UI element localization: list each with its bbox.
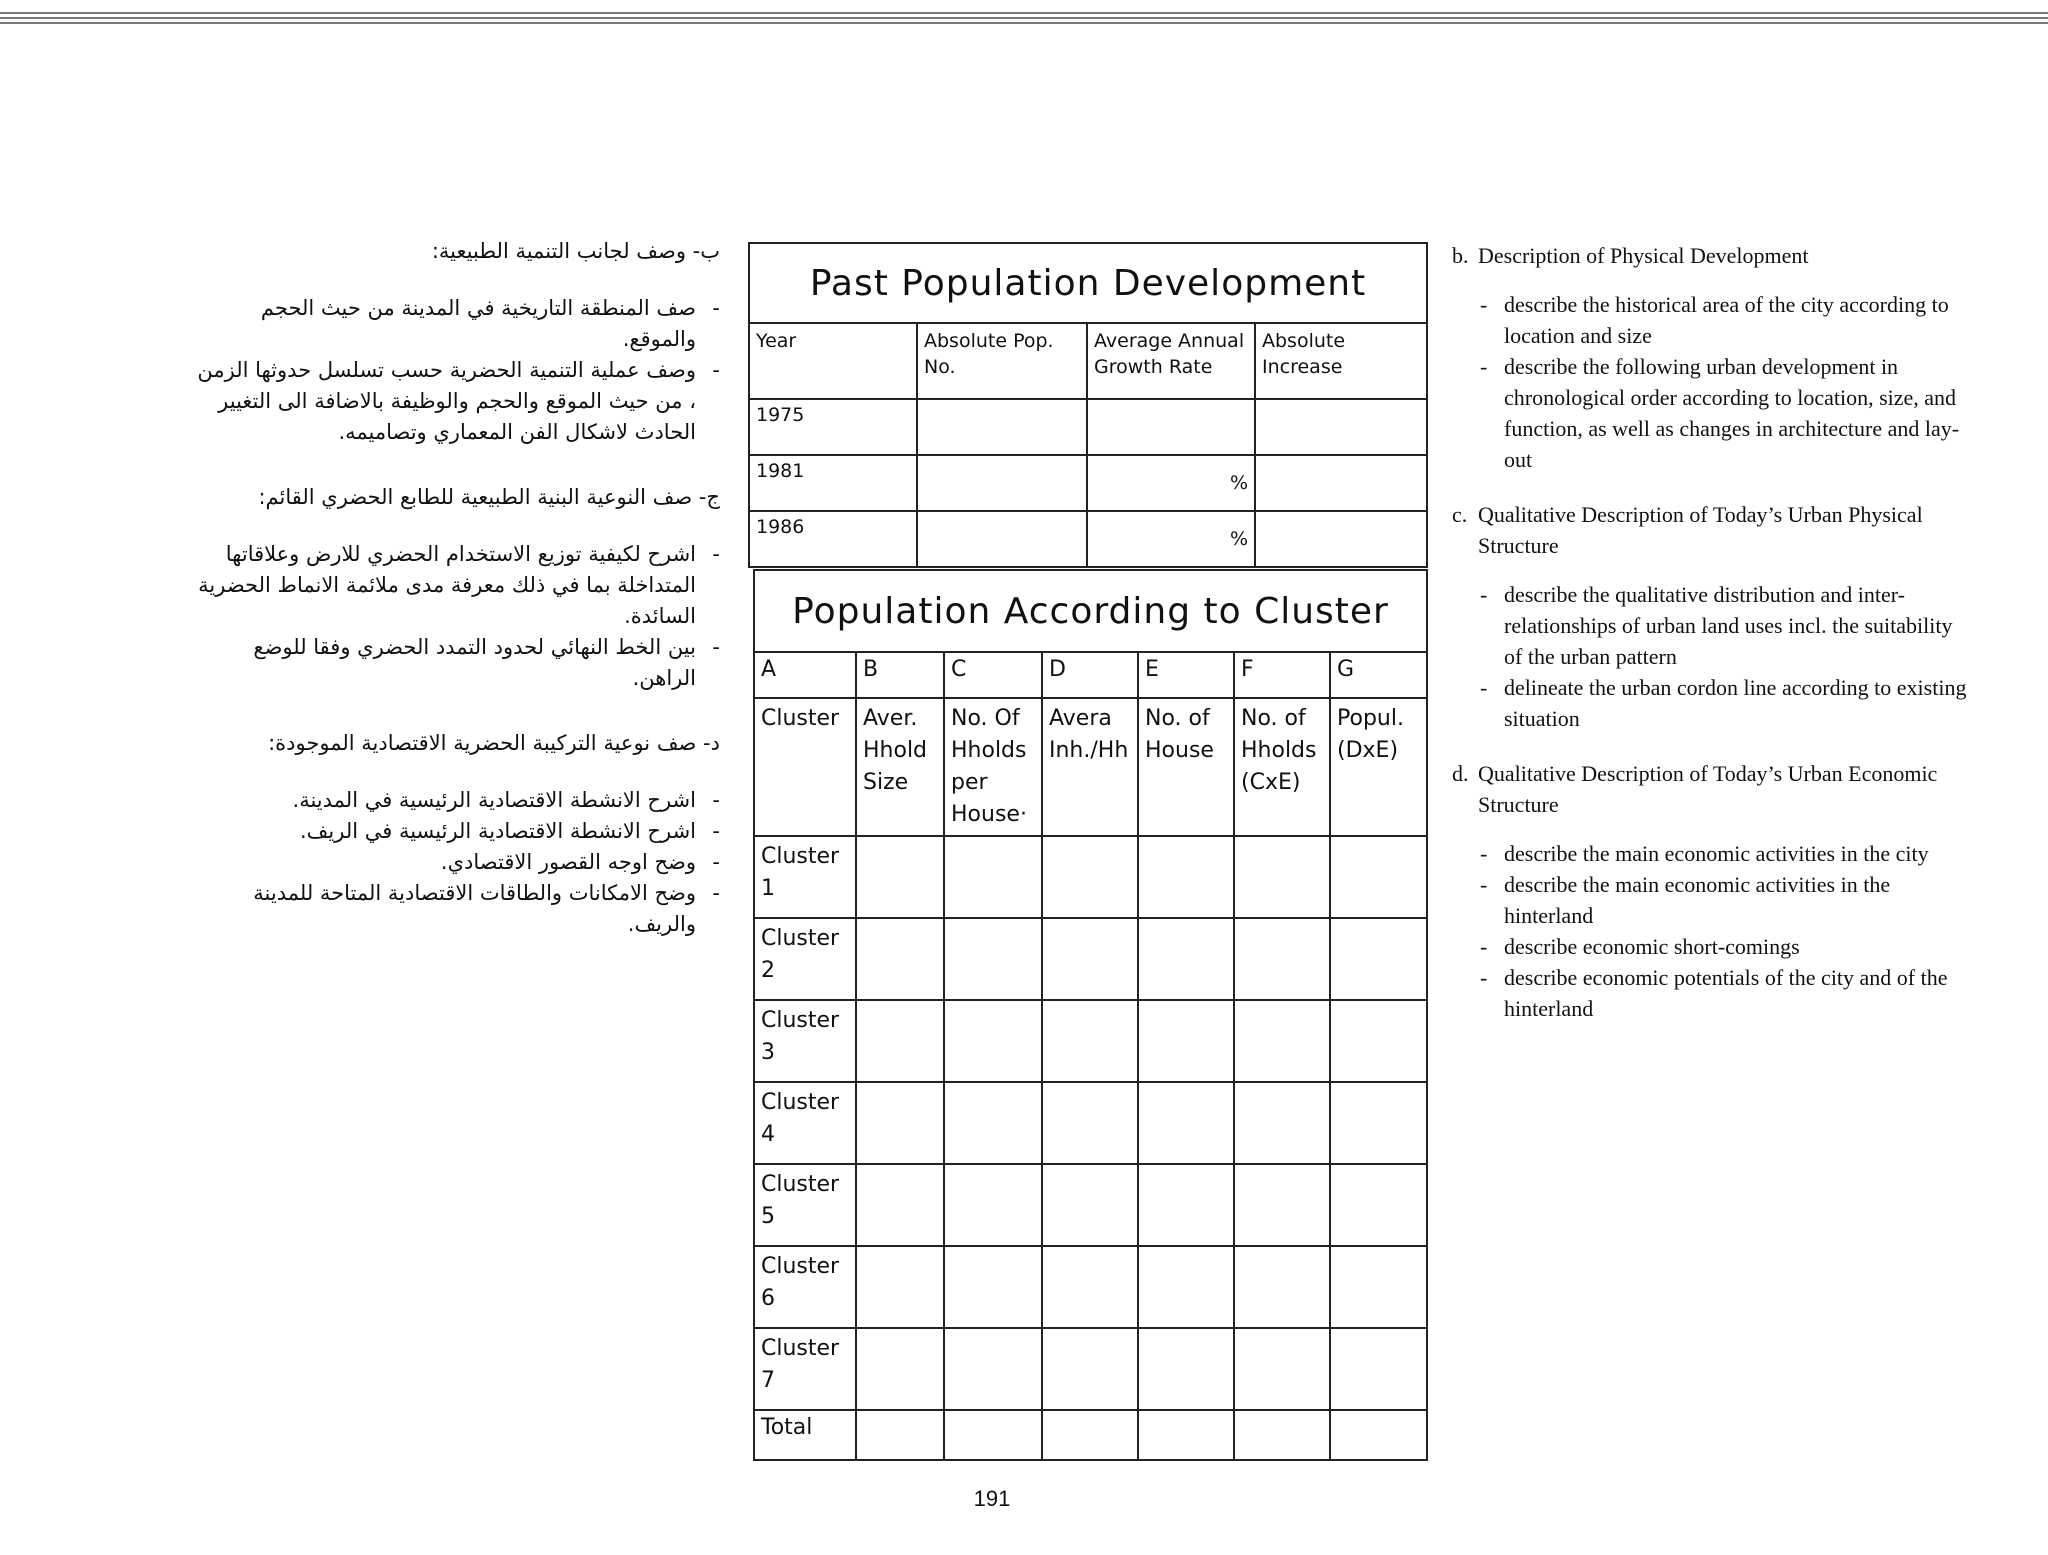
cluster-label-cell: Cluster 2 xyxy=(754,918,856,1000)
empty-cell xyxy=(1138,1000,1234,1082)
table-row xyxy=(754,1246,1427,1328)
empty-cell xyxy=(1138,1410,1234,1460)
empty-cell xyxy=(944,836,1042,918)
empty-cell xyxy=(1042,1164,1138,1246)
header-growth-rate: Average Annual Growth Rate xyxy=(1087,323,1255,399)
header-year: Year xyxy=(749,323,917,399)
empty-cell xyxy=(1138,1164,1234,1246)
past-population-table xyxy=(748,242,1428,568)
cluster-label-cell: Cluster 4 xyxy=(754,1082,856,1164)
english-list-c xyxy=(1452,579,1972,734)
table-row xyxy=(749,511,1427,567)
empty-cell xyxy=(1042,836,1138,918)
cluster-label-cell: Cluster 5 xyxy=(754,1164,856,1246)
english-heading-d: d. Qualitative Description of Today’s Urban Economic Structure xyxy=(1452,761,1938,817)
empty-cell xyxy=(944,1082,1042,1164)
empty-cell xyxy=(944,1164,1042,1246)
header-absolute-increase: Absolute Increase xyxy=(1255,323,1427,399)
page-number: 191 xyxy=(973,1486,1011,1511)
list-item: - describe the historical area of the city according to location and size xyxy=(1480,292,1949,348)
cluster-label-cell: Cluster 7 xyxy=(754,1328,856,1410)
year-cell: 1986 xyxy=(749,511,917,567)
table-row xyxy=(754,836,1427,918)
arabic-column xyxy=(190,236,720,974)
column-letter: B xyxy=(856,652,944,698)
empty-cell xyxy=(1138,1082,1234,1164)
arabic-list-c xyxy=(190,539,720,694)
empty-cell xyxy=(1330,1328,1427,1410)
empty-cell xyxy=(856,836,944,918)
arabic-item: - وصف عملية التنمية الحضرية حسب تسلسل حدوثها الزمن ، من حيث الموقع والحجم والوظيفة بالاضافة الى التغيير الحادث لاشكال الفن المعماري وتصاميمه. xyxy=(197,358,720,444)
empty-cell xyxy=(856,918,944,1000)
table-row xyxy=(754,1328,1427,1410)
empty-cell xyxy=(1330,1410,1427,1460)
list-item: - describe economic short-comings xyxy=(1480,934,1800,959)
empty-cell xyxy=(1234,1164,1330,1246)
arabic-item: - وضح الامكانات والطاقات الاقتصادية المتاحة للمدينة والريف. xyxy=(253,881,720,936)
empty-cell xyxy=(1042,1246,1138,1328)
empty-cell xyxy=(1138,1246,1234,1328)
table-row xyxy=(749,455,1427,511)
list-item: - delineate the urban cordon line according to existing situation xyxy=(1480,675,1967,731)
empty-cell xyxy=(856,1246,944,1328)
column-letter: C xyxy=(944,652,1042,698)
rate-cell: % xyxy=(1087,511,1255,567)
arabic-list-d xyxy=(190,785,720,940)
english-column xyxy=(1452,240,1972,1048)
table-row-total xyxy=(754,1410,1427,1460)
empty-cell xyxy=(1255,455,1427,511)
header-aver-hhold-size: Aver. Hhold Size xyxy=(856,698,944,836)
empty-cell xyxy=(1330,918,1427,1000)
arabic-list-b xyxy=(190,293,720,448)
header-popul: Popul. (DxE) xyxy=(1330,698,1427,836)
english-heading-b: b. Description of Physical Development xyxy=(1452,243,1809,268)
empty-cell xyxy=(1234,1410,1330,1460)
empty-cell xyxy=(856,1082,944,1164)
empty-cell xyxy=(1234,918,1330,1000)
column-letter: E xyxy=(1138,652,1234,698)
empty-cell xyxy=(1330,1000,1427,1082)
past-population-title: Past Population Development xyxy=(749,243,1427,323)
empty-cell xyxy=(944,918,1042,1000)
empty-cell xyxy=(944,1328,1042,1410)
arabic-heading-d: د- صف نوعية التركيبة الحضرية الاقتصادية الموجودة: xyxy=(268,731,720,755)
arabic-heading-b: ب- وصف لجانب التنمية الطبيعية: xyxy=(431,239,720,263)
header-avera-inh: Avera Inh./Hh xyxy=(1042,698,1138,836)
year-cell: 1975 xyxy=(749,399,917,455)
empty-cell xyxy=(944,1246,1042,1328)
empty-cell xyxy=(1255,399,1427,455)
empty-cell xyxy=(1255,511,1427,567)
english-heading-c: c. Qualitative Description of Today’s Urban Physical Structure xyxy=(1452,502,1923,558)
empty-cell xyxy=(1042,918,1138,1000)
column-letter: A xyxy=(754,652,856,698)
empty-cell xyxy=(1234,1000,1330,1082)
empty-cell xyxy=(1330,1082,1427,1164)
header-rules xyxy=(0,12,2048,27)
table-row xyxy=(754,1082,1427,1164)
arabic-heading-c: ج- صف النوعية البنية الطبيعية للطابع الحضري القائم: xyxy=(258,485,720,509)
table-row xyxy=(754,918,1427,1000)
empty-cell xyxy=(1042,1328,1138,1410)
empty-cell xyxy=(1234,836,1330,918)
empty-cell xyxy=(1138,836,1234,918)
header-cluster: Cluster xyxy=(754,698,856,836)
empty-cell xyxy=(1042,1000,1138,1082)
year-cell: 1981 xyxy=(749,455,917,511)
english-list-b xyxy=(1452,289,1972,475)
list-item: - describe the qualitative distribution and inter-relationships of urban land uses incl. the suitability of the urban pattern xyxy=(1480,582,1953,669)
empty-cell xyxy=(944,1410,1042,1460)
header-no-of-house: No. of House xyxy=(1138,698,1234,836)
empty-cell xyxy=(1330,1164,1427,1246)
arabic-item: - اشرح الانشطة الاقتصادية الرئيسية في المدينة. xyxy=(292,788,720,812)
empty-cell xyxy=(917,399,1087,455)
empty-cell xyxy=(1330,836,1427,918)
empty-cell xyxy=(1234,1328,1330,1410)
list-item: - describe the main economic activities in the city xyxy=(1480,841,1929,866)
empty-cell xyxy=(856,1000,944,1082)
empty-cell xyxy=(1330,1246,1427,1328)
cluster-table-title: Population According to Cluster xyxy=(754,570,1427,652)
empty-cell xyxy=(1234,1082,1330,1164)
table-row xyxy=(754,1164,1427,1246)
empty-cell xyxy=(1138,918,1234,1000)
rate-cell: % xyxy=(1087,455,1255,511)
empty-cell xyxy=(917,455,1087,511)
total-cell: Total xyxy=(754,1410,856,1460)
cluster-label-cell: Cluster 6 xyxy=(754,1246,856,1328)
cluster-population-table xyxy=(753,569,1428,1461)
empty-cell xyxy=(1138,1328,1234,1410)
column-letter: D xyxy=(1042,652,1138,698)
empty-cell xyxy=(1042,1082,1138,1164)
arabic-item: - اشرح الانشطة الاقتصادية الرئيسية في الريف. xyxy=(299,819,720,843)
empty-cell xyxy=(944,1000,1042,1082)
empty-cell xyxy=(856,1164,944,1246)
rate-cell xyxy=(1087,399,1255,455)
table-row xyxy=(754,1000,1427,1082)
list-item: - describe economic potentials of the city and of the hinterland xyxy=(1480,965,1948,1021)
arabic-item: - اشرح لكيفية توزيع الاستخدام الحضري للارض وعلاقاتها المتداخلة بما في ذلك معرفة مدى ملائمة الانماط الحضرية السائدة. xyxy=(198,542,720,628)
column-letter: G xyxy=(1330,652,1427,698)
english-list-d xyxy=(1452,838,1972,1024)
arabic-item: - صف المنطقة التاريخية في المدينة من حيث الحجم والموقع. xyxy=(260,296,720,351)
header-absolute-pop: Absolute Pop. No. xyxy=(917,323,1087,399)
list-item: - describe the following urban development in chronological order according to location, size, and function, as well as changes in architecture and lay-out xyxy=(1480,354,1960,472)
empty-cell xyxy=(917,511,1087,567)
arabic-item: - بين الخط النهائي لحدود التمدد الحضري وفقا للوضع الراهن. xyxy=(253,635,720,690)
list-item: - describe the main economic activities in the hinterland xyxy=(1480,872,1891,928)
empty-cell xyxy=(1042,1410,1138,1460)
column-letter: F xyxy=(1234,652,1330,698)
empty-cell xyxy=(1234,1246,1330,1328)
empty-cell xyxy=(856,1328,944,1410)
table-row xyxy=(749,399,1427,455)
empty-cell xyxy=(856,1410,944,1460)
arabic-item: - وضح اوجه القصور الاقتصادي. xyxy=(440,850,720,874)
header-hholds-per-house: No. Of Hholds per House· xyxy=(944,698,1042,836)
cluster-label-cell: Cluster 3 xyxy=(754,1000,856,1082)
cluster-label-cell: Cluster 1 xyxy=(754,836,856,918)
header-no-of-hholds: No. of Hholds (CxE) xyxy=(1234,698,1330,836)
